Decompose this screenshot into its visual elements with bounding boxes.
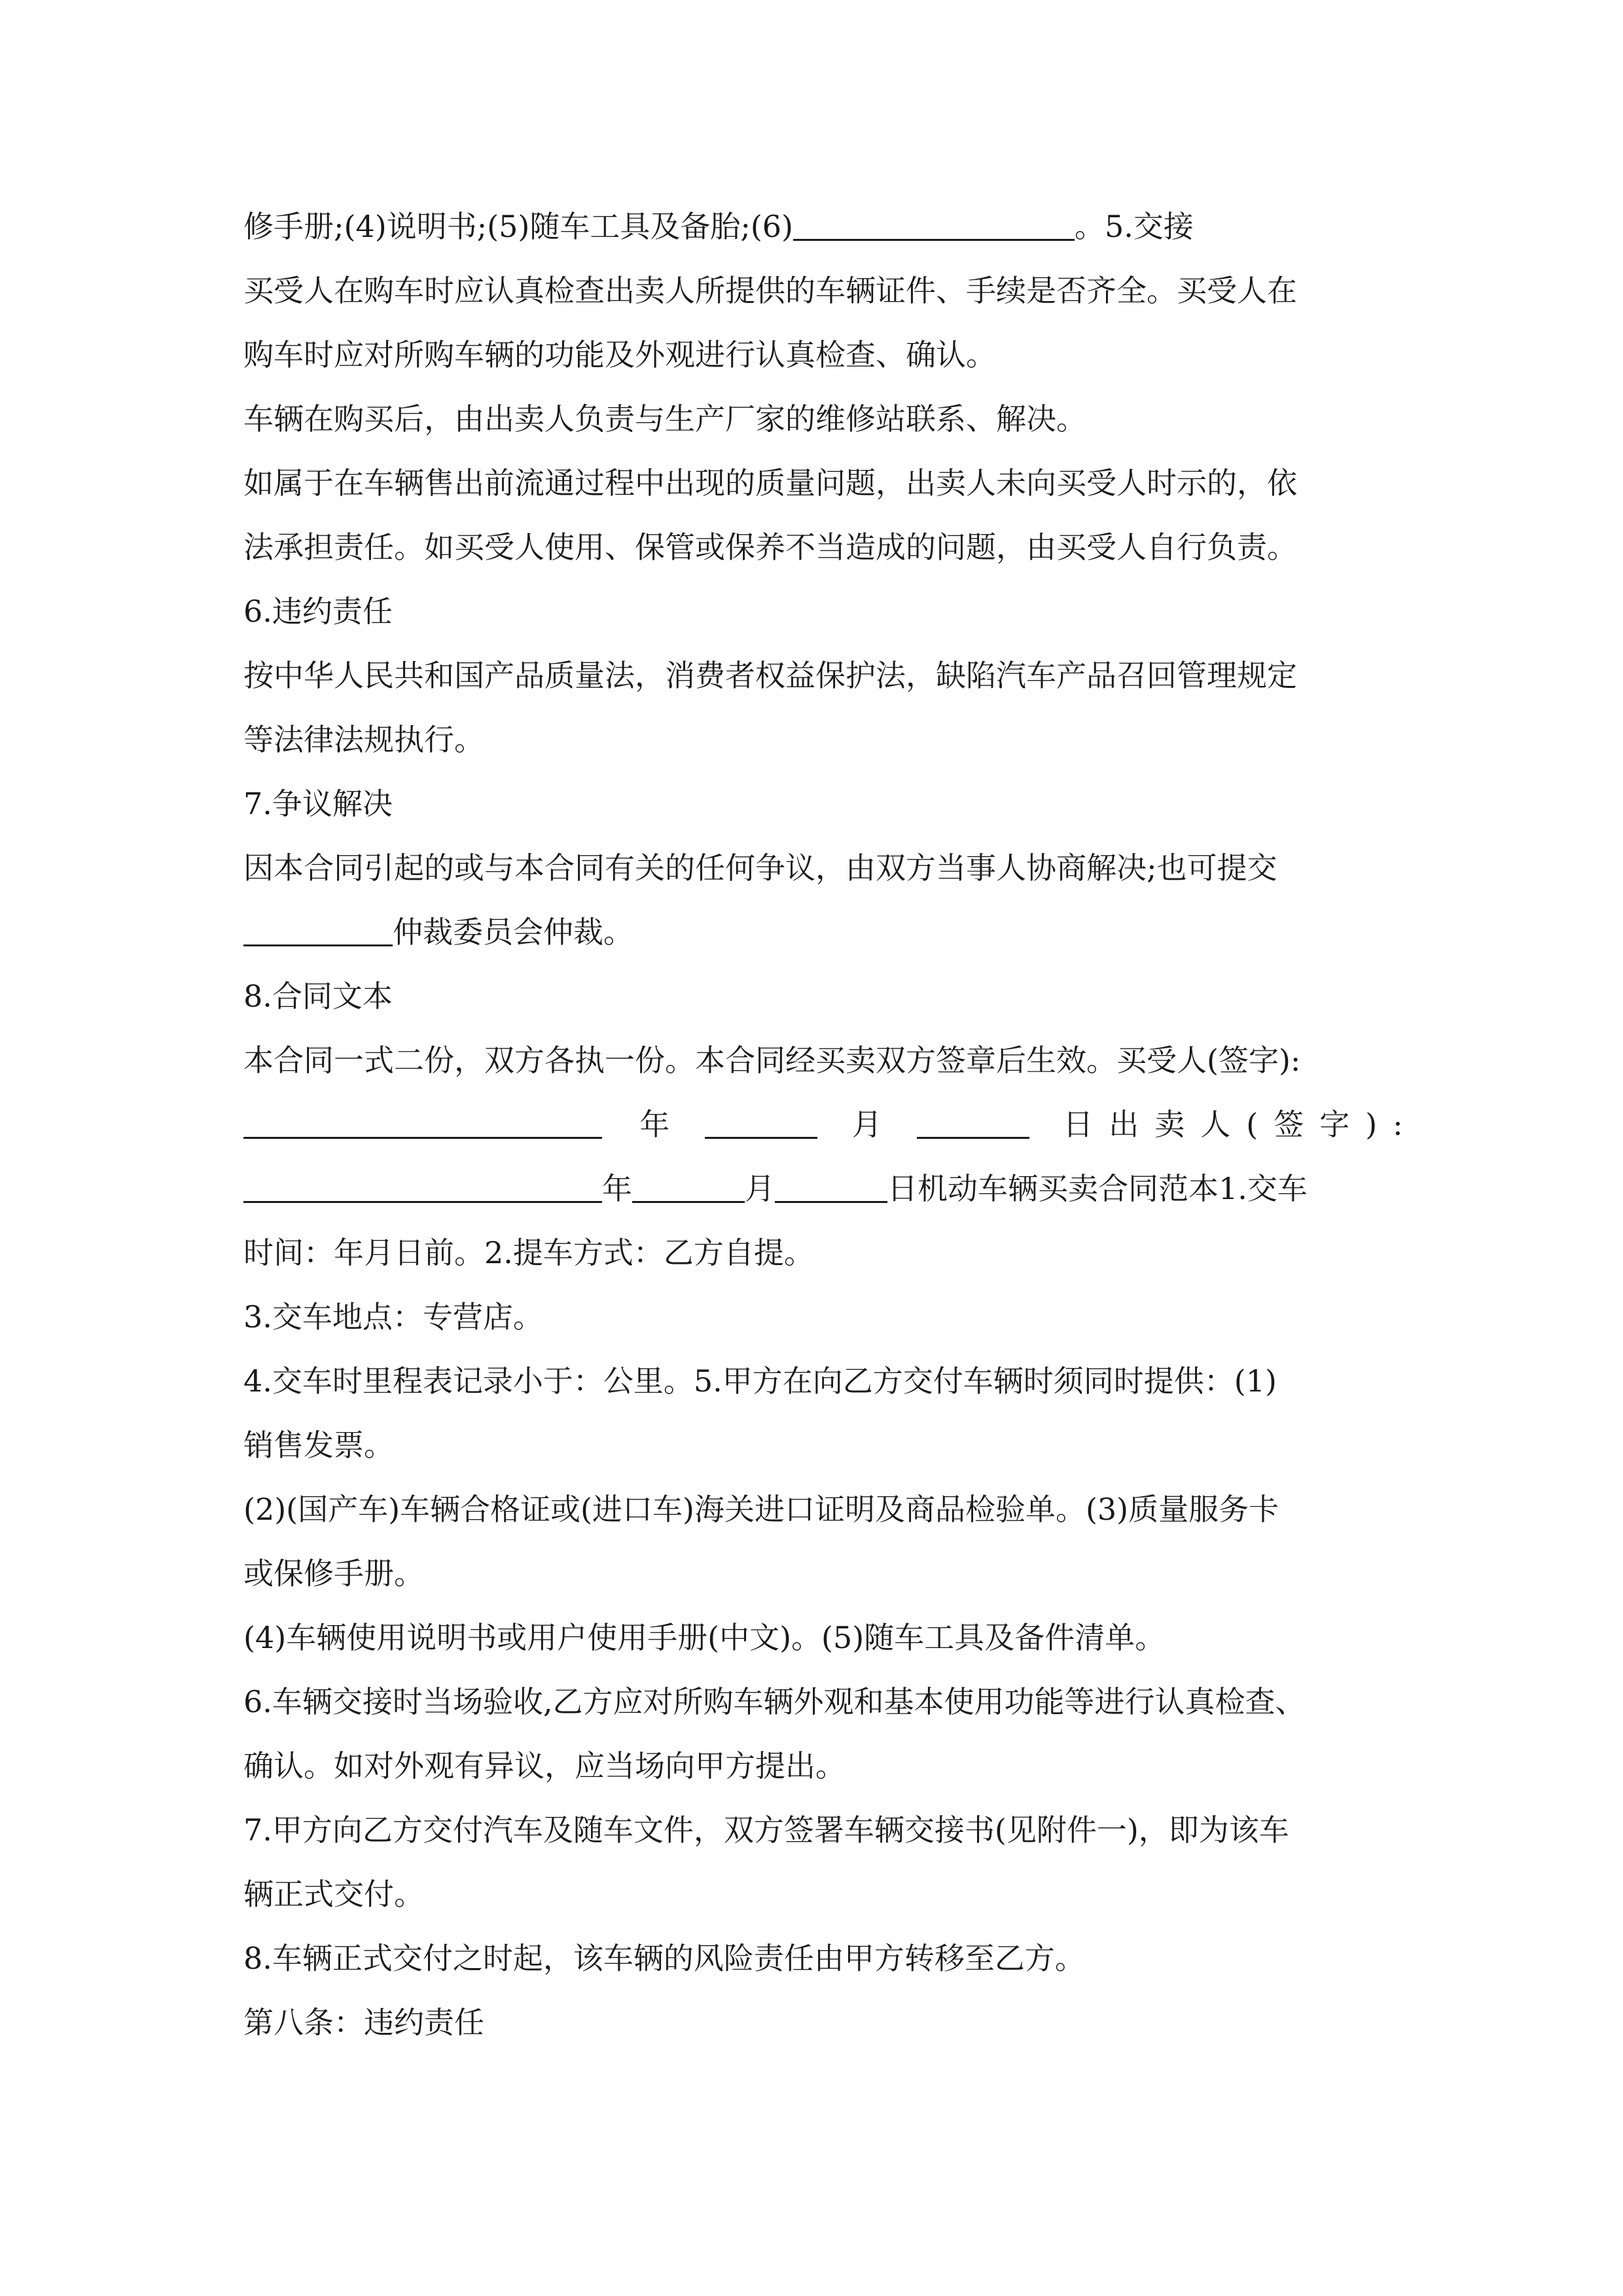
text-segment: 年 [602,1171,632,1206]
text-line: 购车时应对所购车辆的功能及外观进行认真检查、确认。 [243,337,996,372]
text-line: 确认。如对外观有异议，应当场向甲方提出。 [243,1748,846,1784]
text-line: 或保修手册。 [243,1556,424,1591]
text-line: 等法律法规执行。 [243,722,484,757]
text-line: 按中华人民共和国产品质量法，消费者权益保护法，缺陷汽车产品召回管理规定 [243,658,1297,693]
text-line: 3.交车地点：专营店。 [243,1299,543,1335]
text-line: 时间：年月日前。2.提车方式：乙方自提。 [243,1235,814,1270]
blank-field [243,916,393,946]
section-heading: 8.合同文本 [243,978,393,1014]
section-heading: 7.争议解决 [243,786,393,821]
text-segment: 年 [639,1107,670,1142]
signature-line [243,1169,1369,1208]
blank-field [775,1172,887,1203]
text-line: 4.交车时里程表记录小于：公里。5.甲方在向乙方交付车辆时须同时提供：(1) [243,1363,1277,1399]
text-segment: 修手册;(4)说明书;(5)随车工具及备胎;(6) [243,209,793,244]
signature-line [243,1105,1419,1144]
text-segment: 日机动车辆买卖合同范本1.交车 [887,1171,1308,1206]
text-line: 因本合同引起的或与本合同有关的任何争议，由双方当事人协商解决;也可提交 [243,850,1277,886]
blank-field [632,1172,745,1203]
text-line [243,207,1369,246]
text-line: (2)(国产车)车辆合格证或(进口车)海关进口证明及商品检验单。(3)质量服务卡 [243,1492,1279,1527]
text-line: (4)车辆使用说明书或用户使用手册(中文)。(5)随车工具及备件清单。 [243,1620,1166,1655]
text-line: 辆正式交付。 [243,1876,424,1912]
text-line: 7.甲方向乙方交付汽车及随车文件，双方签署车辆交接书(见附件一)，即为该车 [243,1812,1289,1848]
text-segment: 。5.交接 [1074,209,1194,244]
section-heading: 6.违约责任 [243,594,393,629]
text-line [243,912,1369,952]
text-line: 本合同一式二份，双方各执一份。本合同经买卖双方签章后生效。买受人(签字): [243,1043,1301,1078]
blank-field [705,1108,817,1139]
article-heading: 第八条：违约责任 [243,2005,484,2040]
text-line: 如属于在车辆售出前流通过程中出现的质量问题，出卖人未向买受人时示的，依 [243,465,1297,501]
text-line: 销售发票。 [243,1427,394,1463]
blank-field [243,1108,602,1139]
text-line: 8.车辆正式交付之时起，该车辆的风险责任由甲方转移至乙方。 [243,1941,1085,1976]
blank-field [793,210,1075,241]
text-line: 买受人在购车时应认真检查出卖人所提供的车辆证件、手续是否齐全。买受人在 [243,273,1297,308]
text-segment: 仲裁委员会仲裁。 [393,914,633,950]
text-segment: 日出卖人(签字): [1063,1107,1419,1142]
text-segment: 月 [851,1107,882,1142]
blank-field [917,1108,1029,1139]
text-segment: 月 [745,1171,775,1206]
text-line: 6.车辆交接时当场验收,乙方应对所购车辆外观和基本使用功能等进行认真检查、 [243,1684,1306,1719]
text-line: 车辆在购买后，由出卖人负责与生产厂家的维修站联系、解决。 [243,401,1086,437]
text-line: 法承担责任。如买受人使用、保管或保养不当造成的问题，由买受人自行负责。 [243,529,1297,565]
blank-field [243,1172,602,1203]
